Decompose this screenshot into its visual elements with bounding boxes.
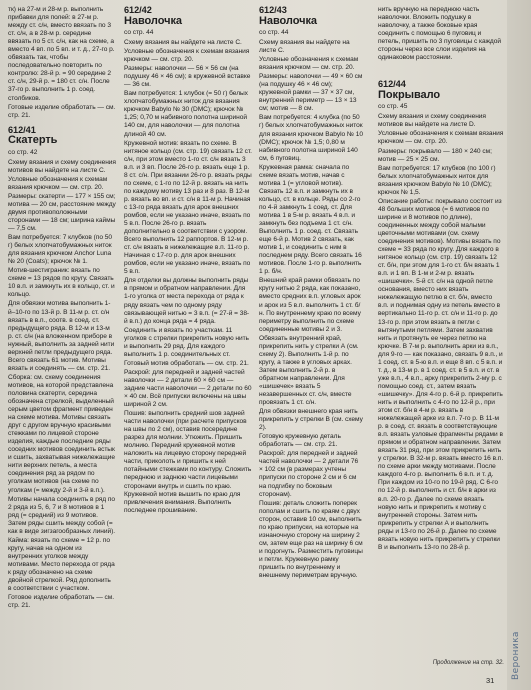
section-paragraph: Кайма: вязать по схеме = 12 р. по кругу, начав на одном из внутренних уголков между мотивами. Место перехода от ряда к ряду обозначено на схеме двойной стрелкой. Ряд дополнить в соответствии с участком. <box>8 536 115 593</box>
section-paragraph: Условные обозначения к схемам вязания крючком — см. стр. 20. <box>124 48 250 64</box>
section-paragraph: Раскрой: для передней и задней частей наволочки — 2 детали 76 × 102 см (в размерах учтены припуски по стороне 2 см и 6 см на подгибку по боковым сторонам). <box>259 450 359 498</box>
section-page-ref: со стр. 44 <box>259 29 289 36</box>
section-paragraph: Схему вязания вы найдете на листе С. <box>124 39 242 46</box>
section-612-41 <box>8 126 116 611</box>
column-1 <box>8 6 116 684</box>
section-paragraph: Описание работы: покрывало состоит из 48 больших мотивов (= 6 мотивов по ширине и 8 мотивов по длине), соединенных между собой малыми цветочными мотивами (см. схему соединения мотивов). Мотивы вязать по схеме = 33 ряда по кругу. Для каждого в нитяное кольцо (см. стр. 19) связать 12 ст. б/н, при этом для 1-го ст. б/н вязать 1 в.п. и 1 вп. В 1-м и 2-м р. вязать «шишечки». 5-й ст. с/н на одной петле основания, вместо них вязать нижележащую петлю в ст. б/н, вместо в.п. и поднимая одну из петель вместо в вертикально 11-го р. ст. с/н и 11-го р. до 13-го р. при этом вязать в петли с вытянутыми петлями. Затем захватив нить и протянуть ее через петлю на крючке. В 7-м р. выполнить арки из в.п., для 9-го — как показано, связать 9 в.п., и 1 соед. ст. в 5-ю в.п. и еще 8 вп. с 5 в.п. и т. д., в 13-м р. в 1 соед. ст. в 5 в.п. и ст. в уже в.п., 4 в.п., арку прикрепить 2-му р. с помощью соед. ст., затем вязать «шишечку». Для 4-го р. 6-й р. прикрепить нить и выполнить с 4-го по 12-й р., при этом ст. б/н в 4-м р. вязать в нижележащей арке из в.п. 7-го р. В 11-м р. в соед. ст. вязать в соответствующие в.п. вязать узловые фрагменты рядами в прямом и обратном направлении. Затем вязать 31 ряд, при этом прикрепить нить у стрелки. В 32-м р. вязать вместо 16 в.п. по схеме арки между мотивами. После каждого 4-го р. выполнить 6 в.п. и т. д. При каждом из 10-го по 19-й ряд. С 6-го по 12-й р. выполнить и ст. б/н в арки из в.п. 20-го р. Далее по схеме вязать новую нить и прикрепить к мотиву с внутренней стороны. Затем нить прикрепить у стрелки А и выполнить ряды и 13-го по 26-й р. Далее по схеме вязать новую нить прикрепить у стрелки В и выполнить 13-го по 28-й р. <box>378 197 504 551</box>
column-4 <box>378 6 504 684</box>
continued-note: Продолжение на стр. 32. <box>432 660 504 666</box>
section-title: Наволочка <box>124 14 182 27</box>
section-paragraph: Для обвязки внешнего края нить прикрепить у стрелки В (см. схему 2). <box>259 408 363 432</box>
section-page-ref: со стр. 42 <box>8 148 38 156</box>
section-paragraph: Вам потребуется: 1 клубок (= 50 г) белых хлопчатобумажных ниток для вязания крючком Babylo № 30 (DMC); крючок № 1,25; 0,70 м набивного полотна шириной 140 см, для наволочки — для полотна длиной 40 см. <box>124 90 248 138</box>
section-paragraph: Готовый мотив обработать — см. стр. 21. <box>124 359 249 367</box>
page-number: 31 <box>486 676 495 685</box>
section-612-44 <box>378 80 504 552</box>
section-paragraph: Размеры: покрывало — 180 × 240 см; мотив — 25 × 25 см. <box>378 147 492 163</box>
carryover-paragraph: Готовые изделие обработать — см. стр. 21. <box>8 103 116 119</box>
section-paragraph: Схему вязания вы найдете на листе С. <box>259 39 350 55</box>
section-paragraph: Мотивы начала соединить в ряд по 2 ряда из 5, 6, 7 и 8 мотивов в 1 ряд (= средний) из 9 мотивов. Затем ряды сшить между собой (= как в виде зигзагообразных линий). <box>8 495 116 535</box>
section-title: Скатерть <box>8 134 58 147</box>
section-paragraph: Схему вязания и схему соединения мотивов вы найдете на листе D. <box>378 113 486 129</box>
section-paragraph: Обвязать внутренний край, прикрепить нить у стрелки А (см. схему 2). Выполнить 1-й р. по кругу, а также в угловых арках. Затем выполнить 2-й р. в обратном направлении. Для «шишечек» вязать 5 незавершенных ст. с/н, вместе провязать 1 ст. с/н. <box>259 334 359 407</box>
section-page-ref: со стр. 45 <box>378 103 408 111</box>
section-paragraph: Соединить и вязать по участкам. 11 уголков с стрелки прикрепить новую нить и выполнить 29 ряд. Для каждого выполнить 1 р. соединительных ст. <box>124 326 249 358</box>
section-number: 612/42 <box>124 6 152 15</box>
carryover-paragraph: нить вручную на переднюю часть наволочки. Вложить подушку в наволочку, а также боковые края соединить с помощью 6 пуговиц и петель, пришить по 3 пуговицы с каждой стороны через все слои изделия на одинаковом расстоянии. <box>378 6 501 62</box>
section-paragraph: Внешний край рамки обвязать по кругу нитью 2 ряда, как показано, вместо средних в.п. угловых арок и арок из 5 в.п. выполнить 1 ст. б/н. По внутреннему краю по всему периметру выполнить по схеме соединенные мотивы 2 и 3. <box>259 277 361 333</box>
section-paragraph: Схему вязания и схему соединения мотивов вы найдете на листе С. <box>8 158 116 174</box>
section-paragraph: Кружевной мотив: вязать по схеме. В нитяное кольцо (см. стр. 19) связать 12 ст. с/н, при этом вместо 1-го ст. с/н вязать 3 в.п. и 3 вп. После 26-го р. вязать еще 1 р. 8 ст. с/н. При вязании 26-го р. вязать ряды по схеме, с 1-го по 12-й р. вязать на нить по каждому мотиву 13 раз и 8 раз. В 12-м р. вязать во вп. и ст. с/н в 11-м р. Начиная с 13-го ряда вязать для арок внешних ромбов, если не указано иначе, вязать по 5 в.п. После 26-го р. вязать дополнительно в соответствии с узором. Всего выполнить 12 раппортов. В 12-м р. ст. с/н вязать в нижележащие в.п. 11-го р. Начиная с 17-го р. для арок внешних ромбов, если не указано иначе, вязать по 5 в.п. <box>124 139 252 276</box>
section-paragraph: Размеры: скатерти — 177 × 155 см; мотива — 20 см, расстояние между двумя противоположными сторонами — 18 см; ширина каймы — 7,5 см. <box>8 192 116 233</box>
section-612-42 <box>124 6 252 515</box>
section-paragraph: Готовое изделие обработать — см. стр. 21. <box>8 594 115 610</box>
section-paragraph: Пошив: выполнить средний шов задней части наволочки (при расчете припусков на швы по 2 см), оставив посередине разрез для молнии. Утюжить. Пришить молнию. Передний кружевной мотив наложить на лицевую сторону передней части, приколоть и пришить к ней потайными стежками по контуру. Сложить переднюю и заднюю части лицевыми сторонами внутрь и сшить по краю. Кружевной мотив вышить по краю для привлечения внимания. Выполнить последнее прошивание. <box>124 410 252 514</box>
section-paragraph: Условные обозначения к схемам вязания крючком — см. стр. 20. <box>259 56 359 72</box>
section-paragraph: Условные обозначения к схемам вязания крючком — см. стр. 20. <box>378 130 504 146</box>
section-number: 612/41 <box>8 124 36 135</box>
section-number: 612/43 <box>259 6 287 15</box>
section-paragraph: Кружевная рамка: сначала по схеме вязать мотив, начав с мотива 1 (= угловой мотив). Связать 12 в.п. и замкнуть их в кольцо, ст. в кольце. Ряды со 2-го по 4-й замкнуть 1 соед. ст. Для мотива 1 в 5-м р. вязать 4 в.п. и замкнуть без подъема 1 ст. с/н. Выполнить 1 р. соед. ст. Связать еще 6-й р. Мотив 2 связать, как мотив 1, и соединить с ним в последнем ряду. Всего связать 16 мотивов. После 1-го р. выполнить 1 р. б/н. <box>259 163 362 276</box>
section-title: Наволочка <box>259 14 317 27</box>
section-paragraph: Пошив: деталь сложить поперек пополам и сшить по краям с двух сторон, оставив 10 см, выполнить по краю припуски, на которые на изнаночную сторону на ширину 2 см, затем еще раз на ширину 6 см и подогнуть. Разместить пуговицы и петли. Кружевную рамку пришить по внутреннему и внешнему периметрам вручную. <box>259 499 363 580</box>
section-paragraph: Для обвязки мотива выполнить 1-й–10-го по 13-й р. В 11-м р. ст. с/н вязать в в.п., соотв. в соед. ст. предыдущего ряда. В 12-м и 13-м р. ст. с/н (на вложенном приборе в нужный, выполнить за задней нити верхней петли предыдущего ряда. Всего связать 61 мотив. Мотивы вязать и соединять — см. стр. 21. <box>8 300 115 372</box>
section-paragraph: Сборка: см. схему соединения мотивов, на которой представлена половина скатерти, середина обозначена стрелкой, выделенный серым цветом фрагмент приведен на схеме мотива. Мотивы связать друг с другом вручную красивыми стежками по лицевой стороне изделия, каждые последние ряды соседних мотивов соединить встык и сшить, захватывая нижележащие нити верхних петель, а места соединения ряд за рядом по уголкам мотивов (на схеме по уголкам (= между 2-й и 3-й в.п.). <box>8 373 116 494</box>
section-paragraph: Вам потребуется: 4 клубка (по 50 г) белых хлопчатобумажных ниток для вязания крючком Babylo № 10 (DMC); крючок № 1,5; 0,80 м набивного полотна шириной 140 см, 6 пуговиц. <box>259 114 363 162</box>
section-title: Покрывало <box>378 88 441 101</box>
section-paragraph: Размеры: наволочки — 56 × 56 см (на подушку 46 × 46 см); в кружевной вставке — 36 см. <box>124 65 251 89</box>
carryover-paragraph: тк) на 27-м и 28-м р. выполнить прибавки для полей: в 27-м р. между ст. с/н, вместо ввязать по 3 ст. с/н, а в 28-м р. середине ввязать по 5 ст. с/н, как на схеме, а вместо 4 вп. по 5 вп. и т. д., 27-го р. обвязать так, чтобы последовательно повторить по контролю: 28-й р. = 90 середине 2 ст. с/н, 29-й р. = 180 ст. с/н. После 37-го р. выполнить 1 р. соед. столбиков. <box>8 6 115 102</box>
column-3 <box>259 6 363 684</box>
section-page-ref: со стр. 44 <box>124 29 154 36</box>
section-paragraph: Готовую кружевную деталь обработать — см. стр. 21. <box>259 433 341 449</box>
section-paragraph: Вам потребуется: 7 клубков (по 50 г) белых хлопчатобумажных ниток для вязания крючком Anchor Luna № 20 (Coats); крючок № 1. <box>8 234 112 266</box>
section-paragraph: Раскрой: для передней и задней частей наволочки — 2 детали 60 × 60 см — задние части наволочки — 2 детали по 60 × 40 см. Всё припуски включены на швы шириной 2 см. <box>124 368 252 409</box>
watermark-text: Вероника <box>511 631 521 680</box>
section-paragraph: Условные обозначения к схемам вязания крючком — см. стр. 20. <box>8 175 108 191</box>
section-paragraph: Для отделки вы должны выполнить ряды в прямом и обратном направлении. Для 1-го уголка от места перехода от ряда к ряду вязать чем по одному ряду связывающей нитью = 3 в.п. (= 27-й = 38-й в.п.) до конца ряда = 4 ряда. <box>124 277 250 325</box>
section-paragraph: Размеры: наволочки — 49 × 60 см (на подушку 46 × 46 см); кружевной рамки — 37 × 37 см, внутренний периметр — 13 × 13 см; мотив — 8 см. <box>259 73 363 113</box>
section-paragraph: Мотив-шестиграник: вязать по схеме = 13 рядов по кругу. Связать 10 в.п. и замкнуть их в кольцо, ст. и кольцо. <box>8 267 115 299</box>
section-paragraph: Вам потребуется: 17 клубков (по 100 г) белых хлопчатобумажных ниток для вязания крючком Babylo № 10 (DMC); крючок № 1,5. <box>378 164 496 196</box>
section-number: 612/44 <box>378 79 406 90</box>
section-612-43 <box>259 6 363 580</box>
column-2 <box>124 6 252 684</box>
